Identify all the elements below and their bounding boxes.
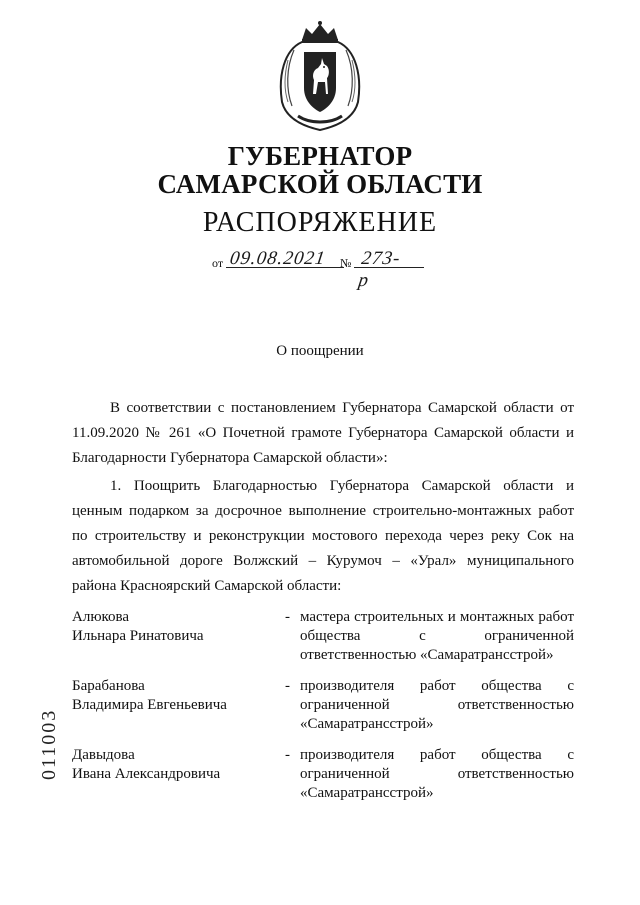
recipient-position [300, 608, 574, 665]
recipient-name [72, 746, 272, 784]
recipient-given-names: Ильнара Ринатовича [72, 628, 204, 644]
recipient-position-text: производителя работ общества с ограниченной ответственностью [300, 678, 574, 713]
document-type: РАСПОРЯЖЕНИЕ [202, 207, 438, 238]
recipient-given-names: Ивана Александровича [72, 766, 221, 782]
recipient-given-names: Владимира Евгеньевича [72, 697, 227, 713]
recipient-dash: - [285, 678, 290, 694]
recipient-name [72, 677, 272, 715]
recipient-position-end: ответственностью «Самаратрансстрой» [300, 647, 554, 663]
recipient-dash: - [285, 747, 290, 763]
recipient-surname: Барабанова [72, 678, 145, 694]
issuer-title-line2: САМАРСКОЙ ОБЛАСТИ [157, 169, 483, 199]
recipient-position-end: «Самаратрансстрой» [300, 785, 434, 801]
clause-1-paragraph: 1. Поощрить Благодарностью Губернатора Самарской области и ценным подарком за досрочное выполнение строительно-монтажных работ по строительству и реконструкции мостового перехода через реку Сок на автомобильной дороге Волжский – Курумоч – «Урал» муниципального района Красноярский Самарской области: [72, 478, 574, 594]
issuer-title-line1: ГУБЕРНАТОР [227, 141, 413, 171]
preamble-paragraph: В соответствии с постановлением Губернатора Самарской области от 11.09.2020 № 261 «О Почетной грамоте Губернатора Самарской области и Благодарности Губернатора Самарской области»: [72, 400, 574, 466]
recipient-position [300, 677, 574, 734]
date-prefix: от [212, 256, 224, 270]
recipient-dash: - [285, 609, 290, 625]
recipient-position-text: мастера строительных и монтажных работ общества с ограниченной [300, 609, 574, 644]
registration-date: 09.08.2021 [228, 248, 328, 269]
registration-number: 273-р [357, 248, 402, 291]
number-prefix: № [340, 256, 352, 270]
recipient-name [72, 608, 272, 646]
blank-serial-number: 011003 [38, 708, 60, 780]
document-subject: О поощрении [276, 343, 364, 359]
recipient-surname: Алюкова [72, 609, 130, 625]
recipient-position [300, 746, 574, 803]
recipient-position-text: производителя работ общества с ограниченной ответственностью [300, 747, 574, 782]
recipient-position-end: «Самаратрансстрой» [300, 716, 434, 732]
recipient-surname: Давыдова [72, 747, 135, 763]
samara-coat-of-arms-icon [272, 20, 368, 134]
